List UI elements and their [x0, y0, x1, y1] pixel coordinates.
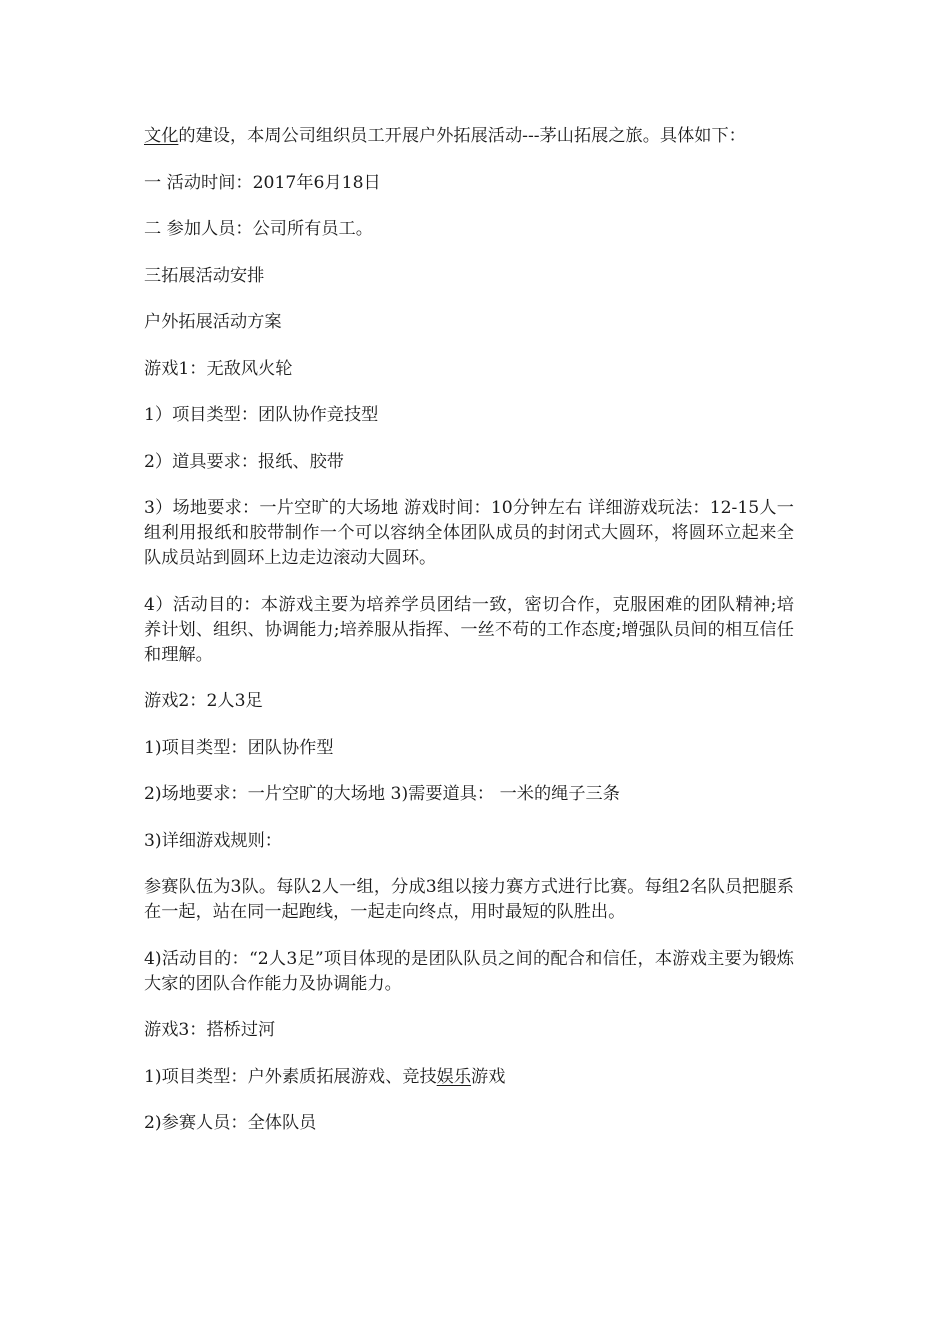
game2-rules-heading: 3)详细游戏规则： — [144, 830, 282, 851]
game2-type: 1)项目类型：团队协作型 — [144, 737, 334, 758]
game1-type: 1）项目类型：团队协作竞技型 — [144, 405, 379, 425]
game1-title: 游戏1：无敌风火轮 — [144, 358, 293, 379]
section-heading-arrangement: 三拓展活动安排 — [144, 265, 265, 286]
activity-time: 一 活动时间：2017年6月18日 — [144, 172, 381, 193]
plan-heading: 户外拓展活动方案 — [144, 312, 282, 332]
game3-type — [144, 1065, 794, 1090]
game2-title: 游戏2：2人3足 — [144, 691, 263, 711]
culture-link[interactable]: 文化 — [144, 126, 179, 146]
game2-purpose: 4)活动目的：“2人3足”项目体现的是团队队员之间的配合和信任，本游戏主要为锻炼大家的团队合作能力及协调能力。 — [144, 948, 794, 994]
game1-props: 2）道具要求：报纸、胶带 — [144, 451, 344, 472]
game3-participants: 2)参赛人员：全体队员 — [144, 1113, 317, 1133]
game3-type-suffix: 游戏 — [471, 1066, 506, 1087]
participants: 二 参加人员：公司所有员工。 — [144, 219, 373, 239]
game3-type-prefix: 1)项目类型：户外素质拓展游戏、竞技 — [144, 1066, 437, 1087]
game2-rules: 参赛队伍为3队。每队2人一组，分成3组以接力赛方式进行比赛。每组2名队员把腿系在一起，站在同一起跑线，一起走向终点，用时最短的队胜出。 — [144, 877, 794, 922]
game3-title: 游戏3：搭桥过河 — [144, 1020, 276, 1040]
document-body — [144, 124, 794, 1158]
entertainment-link[interactable]: 娱乐 — [436, 1066, 472, 1087]
intro-text: 的建设，本周公司组织员工开展户外拓展活动---茅山拓展之旅。具体如下： — [178, 126, 746, 146]
game2-venue-props: 2)场地要求：一片空旷的大场地 3)需要道具： 一米的绳子三条 — [144, 784, 620, 804]
game1-venue-rules: 3）场地要求：一片空旷的大场地 游戏时间：10分钟左右 详细游戏玩法：12-15人一组利用报纸和胶带制作一个可以容纳全体团队成员的封闭式大圆环，将圆环立起来全队成员站到圆环上边走边滚动大圆环。 — [144, 498, 794, 568]
intro-paragraph — [144, 124, 794, 149]
game1-purpose: 4）活动目的：本游戏主要为培养学员团结一致，密切合作，克服困难的团队精神;培养计划、组织、协调能力;培养服从指挥、一丝不苟的工作态度;增强队员间的相互信任和理解。 — [144, 594, 794, 665]
